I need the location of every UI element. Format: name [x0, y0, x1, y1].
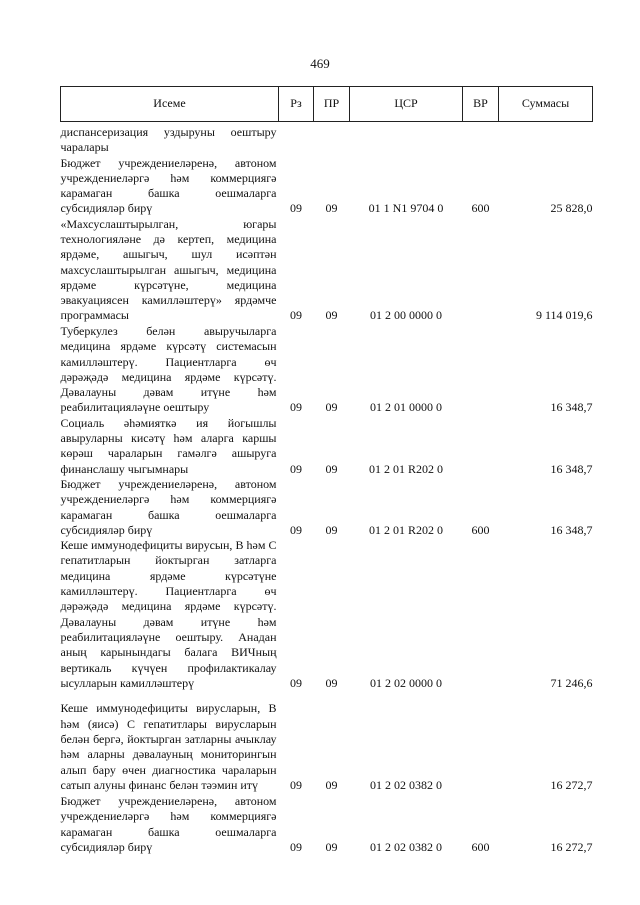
row-pr: 09	[325, 400, 338, 415]
row-pr: 09	[325, 461, 338, 476]
row-pr: 09	[325, 839, 338, 854]
budget-table	[60, 86, 593, 855]
header-sum: Суммасы	[499, 87, 593, 122]
row-csr: 01 2 01 0000 0	[370, 400, 442, 415]
row-rz: 09	[290, 675, 302, 690]
row-rz: 09	[290, 461, 302, 476]
header-row	[61, 87, 593, 122]
row-vr	[463, 122, 499, 156]
row-sum: 16 348,7	[550, 461, 593, 476]
row-pr: 09	[325, 522, 338, 537]
row-csr: 01 2 01 R202 0	[368, 522, 443, 537]
row-pr	[314, 122, 350, 156]
row-sum: 25 828,0	[550, 201, 593, 216]
row-vr	[463, 691, 499, 793]
header-vr: ВР	[463, 87, 499, 122]
row-pr: 09	[325, 201, 338, 216]
row-name: Бюджет учреждениеләренә, автоном учреждениеләргә һәм коммерциягә карамаган башка оешмаларга субсидияләр бирү	[60, 476, 277, 537]
row-vr	[463, 217, 499, 324]
table-row	[61, 324, 593, 416]
page-number: 469	[310, 56, 330, 71]
table-row	[61, 122, 593, 156]
row-vr: 600	[471, 201, 490, 216]
row-sum: 16 348,7	[550, 400, 593, 415]
table-row	[61, 538, 593, 691]
header-rz: Рз	[279, 87, 314, 122]
row-csr: 01 2 02 0000 0	[370, 675, 442, 690]
row-csr: 01 2 01 R202 0	[368, 461, 443, 476]
header-pr: ПР	[314, 87, 350, 122]
row-sum: 71 246,6	[550, 675, 593, 690]
row-pr: 09	[325, 308, 338, 323]
row-vr	[463, 416, 499, 477]
row-name: Туберкулез белән авыручыларга медицина ярдәме күрсәтү системасын камилләштерү. Пациентларга өч дәрәҗәдә медицина ярдәме күрсәтү. Дәвалауны дәвам итүне һәм реабилитацияләүне оештыру	[60, 323, 277, 415]
header-csr: ЦСР	[350, 87, 463, 122]
row-name: Бюджет учреждениеләренә, автоном учреждениеләргә һәм коммерциягә карамаган башка оешмаларга субсидияләр бирү	[60, 155, 277, 216]
row-name: Кеше иммунодефициты вирусын, В һәм С гепатитларын йоктырган затларга медицина ярдәме күрсәтүне камилләштерү. Пациентларга өч дәрәҗәдә медицина ярдәме күрсәтү. Дәвалауны дәвам итүне һәм реабилитацияләүне оештыру. Анадан аның карынындагы балага ВИЧның вертикаль күчүен профилактикалау ысулларын камилләштерү	[60, 538, 277, 690]
row-vr: 600	[471, 839, 490, 854]
row-csr	[350, 122, 463, 156]
row-csr: 01 2 02 0382 0	[370, 777, 442, 792]
table-row	[61, 793, 593, 855]
row-name: «Махсуслаштырылган, югары технологияләне дә кертеп, медицина ярдәме, ашыгыч, шул исәптән махсуслаштырылган ашыгыч, медицина ярдәме күрсәтүне, медицина эвакуациясен камилләштерү» ярдәмче программасы	[60, 216, 277, 323]
table-row	[61, 477, 593, 538]
row-name: диспансеризация уздыруны оештыру чаралары	[60, 124, 277, 155]
table-row	[61, 217, 593, 324]
row-sum: 16 348,7	[550, 522, 593, 537]
row-name: Бюджет учреждениеләренә, автоном учреждениеләргә һәм коммерциягә карамаган башка оешмаларга субсидияләр бирү	[60, 793, 277, 854]
row-pr: 09	[325, 777, 338, 792]
row-csr: 01 1 N1 9704 0	[368, 201, 444, 216]
table-row	[61, 156, 593, 217]
row-vr: 600	[471, 522, 490, 537]
row-sum: 9 114 019,6	[535, 308, 593, 323]
header-name: Исеме	[61, 87, 279, 122]
row-rz: 09	[290, 777, 302, 792]
row-vr	[463, 538, 499, 691]
row-rz: 09	[290, 522, 302, 537]
row-name: Социаль әһәмияткә ия йогышлы авыруларны кисәтү һәм аларга каршы көрәш чараларын гамәлгә ашыруга финанслашу чыгымнары	[60, 415, 277, 476]
row-sum: 16 272,7	[550, 839, 593, 854]
row-vr	[463, 324, 499, 416]
row-rz: 09	[290, 201, 302, 216]
table-row	[61, 691, 593, 793]
row-csr: 01 2 00 0000 0	[370, 308, 442, 323]
row-rz: 09	[290, 308, 302, 323]
row-name: Кеше иммунодефициты вирусларын, В һәм (яисә) С гепатитлары вирусларын белән бергә, йоктырган затларны ачыклау һәм аларны дәвалауның мониторингын алып бару өчен диагностика чараларын сатып алуны финанс белән тәэмин итү	[60, 701, 277, 792]
row-csr: 01 2 02 0382 0	[370, 839, 442, 854]
row-sum	[499, 122, 593, 156]
row-rz: 09	[290, 400, 302, 415]
table-row	[61, 416, 593, 477]
row-sum: 16 272,7	[550, 777, 593, 792]
row-pr: 09	[325, 675, 338, 690]
row-rz	[279, 122, 314, 156]
row-rz: 09	[290, 839, 302, 854]
